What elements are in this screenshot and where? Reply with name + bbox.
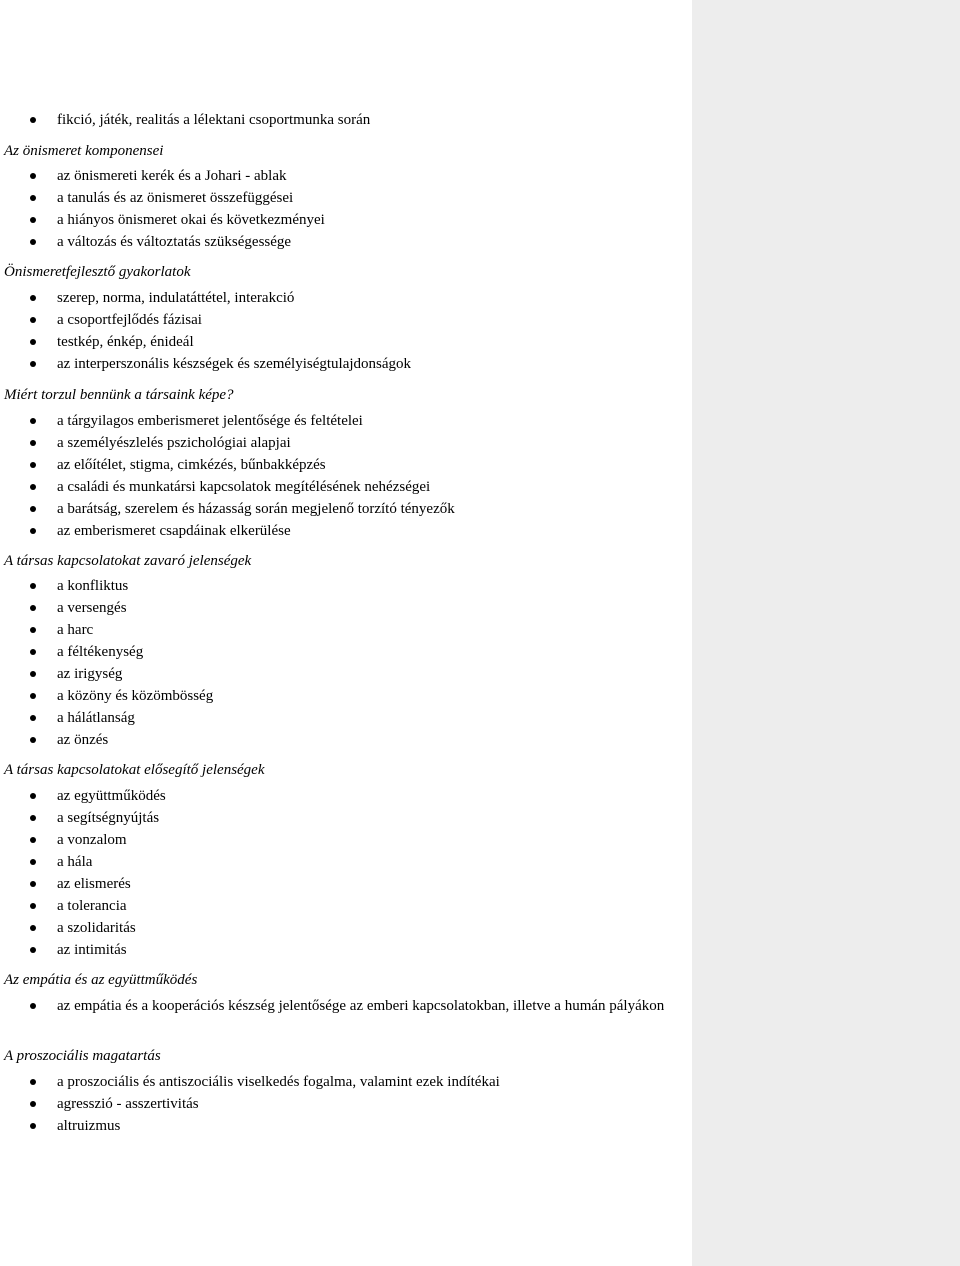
list-item: testkép, énkép, énideál xyxy=(57,334,194,350)
section-heading: A proszociális magatartás xyxy=(4,1048,161,1064)
bullet-icon xyxy=(30,925,36,931)
bullet-icon xyxy=(30,317,36,323)
bullet-icon xyxy=(30,671,36,677)
list-item: az emberismeret csapdáinak elkerülése xyxy=(57,523,291,539)
list-item: az empátia és a kooperációs készség jelentősége az emberi kapcsolatokban, illetve a humán pályákon xyxy=(57,998,665,1014)
bullet-icon xyxy=(30,506,36,512)
list-item: az interperszonális készségek és személyiségtulajdonságok xyxy=(57,356,412,372)
list-item: a hiányos önismeret okai és következményei xyxy=(57,212,325,228)
list-item: a harc xyxy=(57,622,94,638)
list-item: a féltékenység xyxy=(57,644,144,660)
bullet-icon xyxy=(30,881,36,887)
bullet-icon xyxy=(30,859,36,865)
list-item: a segítségnyújtás xyxy=(57,810,160,826)
section-heading: Önismeretfejlesztő gyakorlatok xyxy=(4,264,191,280)
list-item: fikció, játék, realitás a lélektani csoportmunka során xyxy=(57,112,371,128)
bullet-icon xyxy=(30,903,36,909)
bullet-icon xyxy=(30,1123,36,1129)
bullet-icon xyxy=(30,605,36,611)
bullet-icon xyxy=(30,715,36,721)
list-item: a versengés xyxy=(57,600,127,616)
list-item: a hálátlanság xyxy=(57,710,135,726)
list-item: a csoportfejlődés fázisai xyxy=(57,312,202,328)
bullet-icon xyxy=(30,1003,36,1009)
list-item: a változás és változtatás szükségessége xyxy=(57,234,292,250)
bullet-icon xyxy=(30,484,36,490)
bullet-icon xyxy=(30,583,36,589)
list-item: a családi és munkatársi kapcsolatok megítélésének nehézségei xyxy=(57,479,431,495)
list-item: az irigység xyxy=(57,666,123,682)
list-item: az önismereti kerék és a Johari - ablak xyxy=(57,168,287,184)
bullet-icon xyxy=(30,440,36,446)
bullet-icon xyxy=(30,117,36,123)
bullet-icon xyxy=(30,649,36,655)
bullet-icon xyxy=(30,418,36,424)
list-item: az együttműködés xyxy=(57,788,166,804)
bullet-icon xyxy=(30,462,36,468)
bullet-icon xyxy=(30,815,36,821)
list-item: a tárgyilagos emberismeret jelentősége és feltételei xyxy=(57,413,363,429)
section-heading: A társas kapcsolatokat elősegítő jelenségek xyxy=(4,762,265,778)
bullet-icon xyxy=(30,693,36,699)
bullet-icon xyxy=(30,1101,36,1107)
list-item: szerep, norma, indulatáttétel, interakció xyxy=(57,290,295,306)
list-item: a szolidaritás xyxy=(57,920,136,936)
list-item: az önzés xyxy=(57,732,109,748)
list-item: a személyészlelés pszichológiai alapjai xyxy=(57,435,291,451)
bullet-icon xyxy=(30,837,36,843)
section-heading: Miért torzul bennünk a társaink képe? xyxy=(4,387,234,403)
bullet-icon xyxy=(30,627,36,633)
bullet-icon xyxy=(30,173,36,179)
list-item: agresszió - asszertivitás xyxy=(57,1096,199,1112)
bullet-icon xyxy=(30,947,36,953)
bullet-icon xyxy=(30,528,36,534)
list-item: altruizmus xyxy=(57,1118,121,1134)
list-item: a barátság, szerelem és házasság során megjelenő torzító tényezők xyxy=(57,501,455,517)
list-item: az elismerés xyxy=(57,876,131,892)
bullet-icon xyxy=(30,361,36,367)
bullet-icon xyxy=(30,737,36,743)
section-heading: Az önismeret komponensei xyxy=(4,143,164,159)
section-heading: Az empátia és az együttműködés xyxy=(4,972,198,988)
bullet-icon xyxy=(30,1079,36,1085)
list-item: a hála xyxy=(57,854,93,870)
list-item: a konfliktus xyxy=(57,578,129,594)
bullet-icon xyxy=(30,339,36,345)
bullet-icon xyxy=(30,217,36,223)
bullet-icon xyxy=(30,793,36,799)
section-heading: A társas kapcsolatokat zavaró jelenségek xyxy=(4,553,252,569)
list-item: a közöny és közömbösség xyxy=(57,688,214,704)
bullet-icon xyxy=(30,195,36,201)
list-item: a tanulás és az önismeret összefüggései xyxy=(57,190,294,206)
bullet-icon xyxy=(30,295,36,301)
list-item: az előítélet, stigma, cimkézés, bűnbakképzés xyxy=(57,457,326,473)
list-item: az intimitás xyxy=(57,942,127,958)
list-item: a proszociális és antiszociális viselkedés fogalma, valamint ezek indítékai xyxy=(57,1074,500,1090)
bullet-icon xyxy=(30,239,36,245)
list-item: a tolerancia xyxy=(57,898,127,914)
list-item: a vonzalom xyxy=(57,832,127,848)
comment-margin-panel xyxy=(692,0,960,1266)
